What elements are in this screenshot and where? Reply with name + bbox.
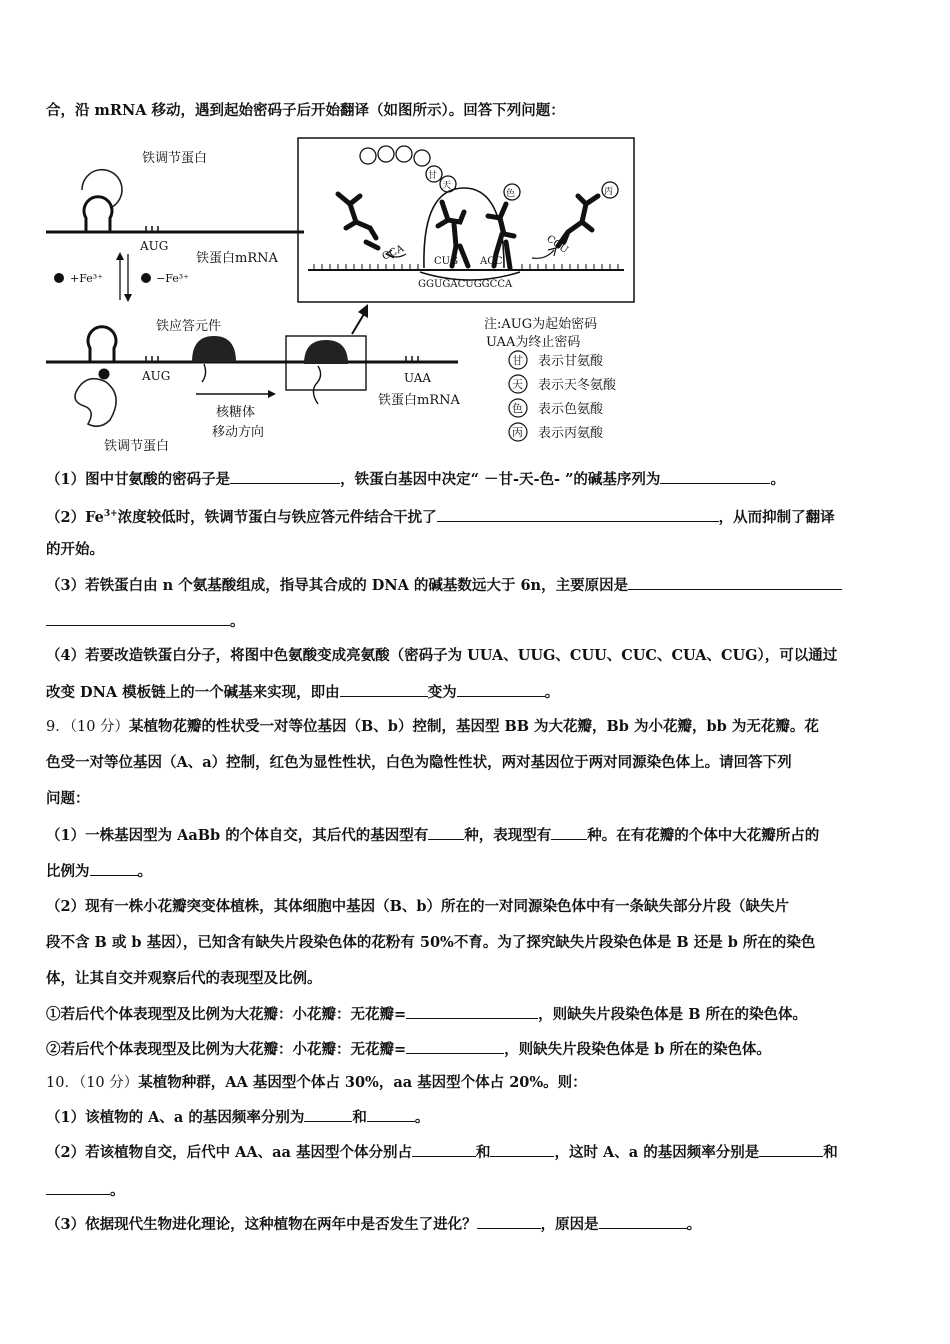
legend-symbol-3: 丙 <box>512 426 523 439</box>
question-3 <box>46 575 908 596</box>
p10q2-blank-3[interactable] <box>759 1142 823 1157</box>
fe-dot-bottom <box>99 369 110 380</box>
p10q3-text-c: 。 <box>686 1216 702 1233</box>
question-1 <box>46 469 908 490</box>
legend-text-1: 表示天冬氨酸 <box>538 378 617 393</box>
note-aug: 注:AUG为起始密码 <box>484 317 598 332</box>
intro-span: 合，沿 mRNA 移动，遇到起始密码子后开始翻译（如图所示）。回答下列问题： <box>46 102 565 119</box>
p10q1-blank-1[interactable] <box>304 1107 352 1122</box>
p9q1-text-c: 种。在有花瓣的个体中大花瓣所占的 <box>587 827 820 844</box>
label-aug-top: AUG <box>140 239 169 253</box>
p9q2-blank-1[interactable] <box>406 1004 538 1019</box>
q1-blank-1[interactable] <box>230 469 340 484</box>
q3-blank-1[interactable] <box>628 575 842 590</box>
p10q3-blank-1[interactable] <box>477 1214 541 1229</box>
p10q1-text-c: 。 <box>414 1109 430 1126</box>
legend-text-3: 表示丙氨酸 <box>538 426 604 441</box>
q4-text-c: 变为 <box>427 684 457 701</box>
codon-cug: CUG <box>434 256 459 267</box>
stem-loop-bottom <box>88 327 116 362</box>
anticodon-left: CCA <box>380 243 406 263</box>
q2-superscript: 3+ <box>103 509 118 519</box>
aa-gan: 甘 <box>428 171 438 181</box>
p10q1-text-a: （1）该植物的 A、a 的基因频率分别为 <box>46 1109 305 1126</box>
q2-text-d: 的开始。 <box>46 541 104 558</box>
intro-text <box>46 101 908 121</box>
q2-text-b: 浓度较低时，铁调节蛋白与铁应答元件结合干扰了 <box>117 508 437 526</box>
fe-dot-right <box>141 273 151 283</box>
problem-10-q3 <box>46 1214 908 1235</box>
legend-symbol-0: 甘 <box>512 354 523 367</box>
p9q2-text-c: 体，让其自交并观察后代的表现型及比例。 <box>46 970 322 987</box>
q1-blank-2[interactable] <box>660 469 770 484</box>
p10q3-blank-2[interactable] <box>599 1214 687 1229</box>
problem-9-q2-case-2 <box>46 1039 908 1060</box>
label-mrna-top: 铁蛋白mRNA <box>196 251 278 266</box>
p9-text-b: 色受一对等位基因（A、a）控制，红色为显性性状，白色为隐性性状，两对基因位于两对同源染色体上。请回答下列 <box>46 754 792 771</box>
label-uaa: UAA <box>404 371 432 385</box>
q3-blank-2[interactable] <box>46 611 230 626</box>
label-plus-fe: +Fe³⁺ <box>70 272 103 285</box>
fe-dot-left <box>54 273 64 283</box>
aa-se: 色 <box>506 189 516 199</box>
problem-10-q1 <box>46 1107 908 1128</box>
q2-text-c: ，从而抑制了翻译 <box>718 508 835 526</box>
p10q1-text-b: 和 <box>352 1109 367 1126</box>
ribosome-1 <box>192 336 236 362</box>
legend-symbol-1: 天 <box>512 378 523 391</box>
question-3-cont <box>46 611 908 632</box>
aa-bing: 丙 <box>604 187 614 197</box>
problem-9-q2 <box>46 897 908 917</box>
legend-symbol-2: 色 <box>512 402 523 415</box>
p10q3-text-b: ，原因是 <box>540 1216 599 1233</box>
p9q1-blank-3[interactable] <box>90 861 138 876</box>
label-response-element: 铁应答元件 <box>156 319 222 334</box>
q4-text-d: 。 <box>544 684 560 701</box>
iron-protein-bottom-shape <box>75 379 116 427</box>
problem-10-q2-cont <box>46 1180 908 1201</box>
p10q2-text-a: （2）若该植物自交，后代中 AA、aa 基因型个体分别占 <box>46 1144 412 1161</box>
trna-right <box>558 196 598 246</box>
p10q2-text-e: 。 <box>110 1182 125 1199</box>
translation-figure <box>46 132 638 458</box>
trna-left <box>338 194 378 248</box>
question-4-cont <box>46 682 908 703</box>
arrow-up-head <box>116 252 124 260</box>
p9-text-c: 问题： <box>46 790 90 807</box>
p9q1-text-a: （1）一株基因型为 AaBb 的个体自交，其后代的基因型有 <box>46 827 429 844</box>
label-minus-fe: −Fe³⁺ <box>156 272 189 285</box>
label-mrna-bottom: 铁蛋白mRNA <box>378 393 460 408</box>
figure-svg <box>46 132 638 458</box>
q1-text-b: ，铁蛋白基因中决定“ －甘-天-色- ”的碱基序列为 <box>340 471 661 488</box>
p10q2-blank-4[interactable] <box>46 1180 110 1195</box>
p9q2-text-b: 段不含 B 或 b 基因），已知含有缺失片段染色体的花粉有 50%不育。为了探究缺失片段染色体是 B 还是 b 所在的染色 <box>46 934 816 951</box>
question-4 <box>46 646 908 666</box>
q3-text-end: 。 <box>230 613 245 630</box>
p9q2-case2-text: ②若后代个体表现型及比例为大花瓣：小花瓣：无花瓣= <box>46 1041 407 1058</box>
codon-acc: ACC <box>480 256 503 267</box>
arrow-down-head <box>124 294 132 302</box>
p9-text-a: 某植物花瓣的性状受一对等位基因（B、b）控制，基因型 BB 为大花瓣，Bb 为小花瓣，bb 为无花瓣。花 <box>129 718 819 735</box>
question-2-cont <box>46 540 908 560</box>
problem-9-q1 <box>46 825 908 846</box>
p10q2-text-d: 和 <box>823 1144 838 1161</box>
p9q2-case2-result: ，则缺失片段染色体是 b 所在的染色体。 <box>504 1041 771 1058</box>
legend-text-0: 表示甘氨酸 <box>538 354 604 369</box>
p9q1-blank-2[interactable] <box>551 825 587 840</box>
p10q2-text-c: ，这时 A、a 的基因频率分别是 <box>554 1144 760 1161</box>
q4-blank-1[interactable] <box>340 682 428 697</box>
problem-10-q2 <box>46 1142 908 1163</box>
p9q1-text-d: 比例为 <box>46 863 90 880</box>
q3-text-a: （3）若铁蛋白由 n 个氨基酸组成，指导其合成的 DNA 的碱基数远大于 6n，主要原因是 <box>46 577 629 594</box>
q1-text-c: 。 <box>770 471 785 488</box>
problem-10 <box>46 1073 908 1093</box>
problem-9-q2-line-3 <box>46 969 908 989</box>
p10q1-blank-2[interactable] <box>367 1107 415 1122</box>
question-2 <box>46 504 908 528</box>
p10-number: 10．（10 分） <box>46 1075 139 1091</box>
ribosome-2 <box>304 340 348 364</box>
problem-9-line-2 <box>46 753 908 773</box>
problem-9-line-3 <box>46 789 908 809</box>
p9q1-blank-1[interactable] <box>428 825 464 840</box>
zoom-arrow-line <box>352 314 364 334</box>
q1-text-a: （1）图中甘氨酸的密码子是 <box>46 471 231 488</box>
problem-9-q2-line-2 <box>46 933 908 953</box>
q2-blank[interactable] <box>437 507 719 522</box>
p9q1-text-b: 种，表现型有 <box>464 827 552 844</box>
problem-9-q2-case-1 <box>46 1004 908 1025</box>
p9q2-blank-2[interactable] <box>406 1039 504 1054</box>
problem-9 <box>46 717 908 737</box>
p10q3-text-a: （3）依据现代生物进化理论，这种植物在两年中是否发生了进化？ <box>46 1216 477 1233</box>
p10q2-blank-1[interactable] <box>412 1142 476 1157</box>
mrna-sequence: GGUGACUGGCCA <box>418 279 513 290</box>
p9q1-text-e: 。 <box>137 863 152 880</box>
q4-blank-2[interactable] <box>457 682 545 697</box>
stem-loop-top <box>84 197 112 232</box>
problem-9-q1-cont <box>46 861 908 882</box>
anticodon-right: CCU <box>544 233 571 257</box>
p9q2-case1-result: ，则缺失片段染色体是 B 所在的染色体。 <box>538 1006 808 1023</box>
label-ribosome-1: 核糖体 <box>216 405 256 420</box>
label-ribosome-2: 移动方向 <box>212 425 265 440</box>
q2-text-a: （2）Fe <box>46 508 104 526</box>
q4-text-b: 改变 DNA 模板链上的一个碱基来实现，即由 <box>46 684 340 701</box>
aa-tian: 天 <box>442 181 452 191</box>
legend-text-2: 表示色氨酸 <box>538 402 604 417</box>
p10q2-text-b: 和 <box>475 1144 491 1161</box>
q4-text-a: （4）若要改造铁蛋白分子，将图中色氨酸变成亮氨酸（密码子为 UUA、UUG、CUU、CUC、CUA、CUG），可以通过 <box>46 647 838 664</box>
label-iron-protein-bottom: 铁调节蛋白 <box>104 439 170 454</box>
p10q2-blank-2[interactable] <box>490 1142 554 1157</box>
p9q2-case1-text: ①若后代个体表现型及比例为大花瓣：小花瓣：无花瓣= <box>46 1006 407 1023</box>
label-aug-bottom: AUG <box>142 369 171 383</box>
p9-number: 9．（10 分） <box>46 719 130 735</box>
p9q2-text-a: （2）现有一株小花瓣突变体植株，其体细胞中基因（B、b）所在的一对同源染色体中有一条缺失部分片段（缺失片 <box>46 898 789 915</box>
p10-text-a: 某植物种群，AA 基因型个体占 30%，aa 基因型个体占 20%。则： <box>138 1074 587 1091</box>
note-uaa: UAA为终止密码 <box>486 335 581 350</box>
label-iron-protein-top: 铁调节蛋白 <box>142 151 208 166</box>
